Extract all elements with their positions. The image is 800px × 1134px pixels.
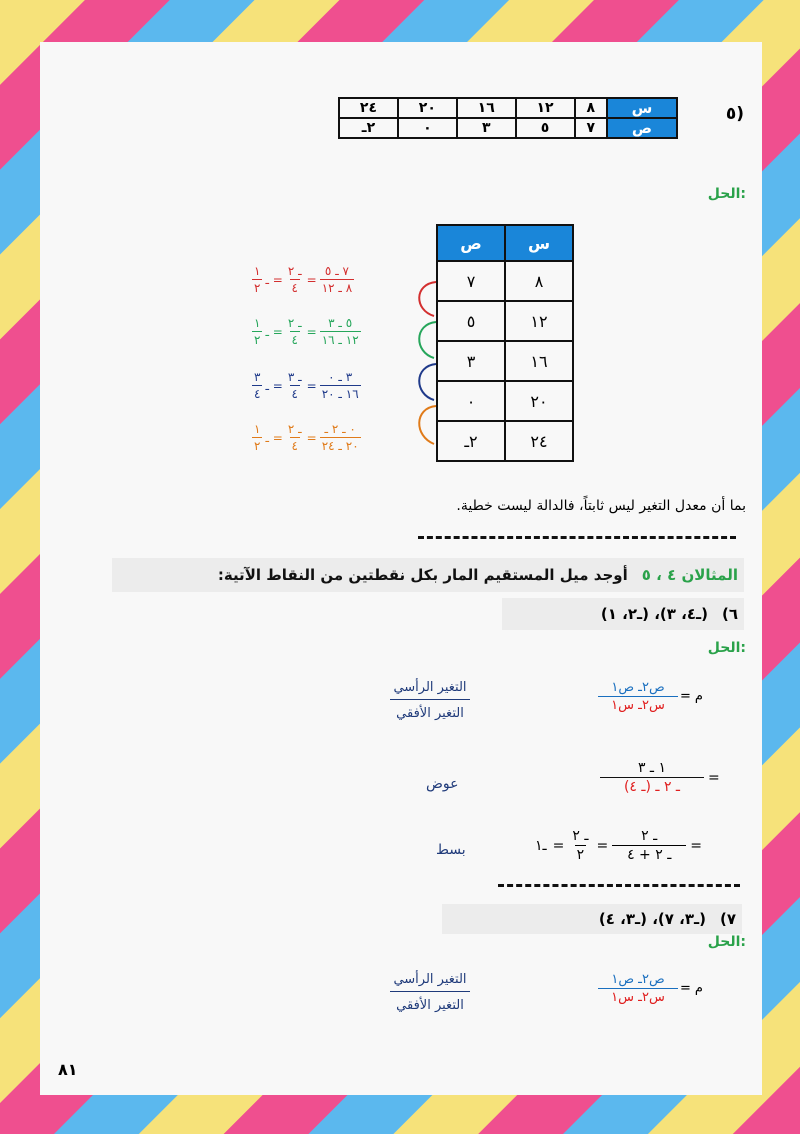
fraction-num: ١	[254, 316, 261, 330]
simplify-label: بسط	[436, 842, 466, 858]
table-cell: ٢ـ	[339, 118, 398, 138]
substitute-numerator: ١ ـ ٣	[637, 760, 667, 776]
slope-symbol: م	[694, 981, 703, 996]
solution-label-6: الحل:	[707, 640, 746, 656]
fraction-num: ٣ ـ ٠	[328, 370, 353, 384]
arrow-orange	[419, 406, 436, 444]
fraction-num: ١	[254, 264, 261, 278]
fraction-num: ـ ٢	[641, 828, 658, 844]
rise-run-labels	[390, 680, 470, 721]
arrow-green	[419, 322, 436, 358]
fraction-num: ١	[254, 422, 261, 436]
problem-7	[442, 904, 742, 934]
fraction-den: ٢	[576, 847, 585, 863]
fraction-num: ٧ ـ ٥	[324, 264, 349, 278]
fraction-den: ٢	[254, 281, 261, 295]
rise-label: التغير الرأسي	[390, 680, 470, 700]
fraction-den: ٤	[254, 387, 261, 401]
table-header-x: س	[505, 225, 573, 261]
table-header-y: ص	[607, 118, 677, 138]
table-row	[437, 301, 573, 341]
fraction-den: ١٦ ـ ٢٠	[321, 387, 359, 401]
page-number: ٨١	[58, 1060, 78, 1079]
slope-numerator: ص٢ـ ص١	[611, 972, 665, 987]
problem-7-number: ٧)	[719, 910, 736, 928]
table-cell: ٢٠	[505, 381, 573, 421]
equals-sign: ـ =	[265, 430, 283, 445]
solution-label-7: الحل:	[707, 934, 746, 950]
fraction-den: ٨ ـ ١٢	[321, 281, 353, 295]
table-cell: ٣	[437, 341, 505, 381]
slope-formula: م = $\frac{\text{ص٢ـ ص١}}{\text{س٢ـ س١}}$	[600, 680, 703, 713]
table-cell: ١٢	[505, 301, 573, 341]
table-cell: ٥	[437, 301, 505, 341]
table-row	[437, 421, 573, 461]
fraction-den: ٤	[291, 333, 298, 347]
substitute-step: $\frac{\text{١ ـ ٣}}{\text{ـ ٢ ـ (ـ ٤)}}$ =	[602, 760, 720, 795]
fraction-den: ٢	[254, 333, 261, 347]
rise-run-labels-7	[390, 972, 470, 1013]
fraction-num: ٠ ـ ٢ ـ	[324, 422, 356, 436]
table-row	[437, 381, 573, 421]
ratio-row-1: $\frac{١}{٢}$ ـ = $\frac{\text{ـ ٢}}{٤}$ = $\frac{\text{٧ ـ ٥}}{\text{٨ ـ ١٢}}$	[254, 264, 353, 295]
equals-sign: ـ =	[265, 378, 283, 393]
table-row	[437, 341, 573, 381]
fraction-den: ١٢ ـ ١٦	[321, 333, 359, 347]
arrow-red	[419, 282, 436, 316]
fraction-den: ٢٠ ـ ٢٤	[321, 439, 359, 453]
simplify-step: ـ١ = $\frac{\text{ـ ٢}}{٢}$ = $\frac{\text{ـ ٢}}{\text{ـ ٢ + ٤}}$ =	[535, 828, 702, 863]
problem-6-points: (ـ٤، ٣)، (ـ٢، ١)	[600, 605, 708, 623]
worksheet-page	[40, 42, 762, 1095]
slope-symbol: م	[694, 689, 703, 704]
fraction-den: ٢	[254, 439, 261, 453]
table-header-x: س	[607, 98, 677, 118]
table-cell: ٠	[398, 118, 457, 138]
fraction-num: ـ ٢	[572, 828, 589, 844]
examples-heading: المثالان ٤ ، ٥	[641, 566, 738, 584]
change-arrows	[410, 274, 440, 464]
substitute-label: عوض	[426, 776, 459, 792]
simplify-result: ـ١	[535, 837, 547, 854]
fraction-den: ٤	[291, 439, 298, 453]
slope-denominator: س٢ـ س١	[598, 988, 678, 1005]
table-cell: ٧	[575, 118, 608, 138]
problem-5-table	[338, 97, 678, 139]
fraction-num: ـ ٢	[287, 422, 302, 436]
table-header-y: ص	[437, 225, 505, 261]
slope-numerator: ص٢ـ ص١	[611, 680, 665, 695]
table-cell: ٧	[437, 261, 505, 301]
equals-sign: ـ =	[265, 324, 283, 339]
table-row	[437, 225, 573, 261]
run-label: التغير الأفقي	[396, 998, 464, 1013]
table-cell: ٢٤	[339, 98, 398, 118]
fraction-den: ٤	[291, 281, 298, 295]
table-cell: ٨	[505, 261, 573, 301]
table-cell: ١٦	[505, 341, 573, 381]
fraction-num: ـ ٢	[287, 264, 302, 278]
table-cell: ٢٠	[398, 98, 457, 118]
fraction-num: ٥ ـ ٣	[328, 316, 353, 330]
solution-label-5: الحل:	[707, 186, 746, 202]
table-row	[339, 118, 677, 138]
slope-denominator: س٢ـ س١	[598, 696, 678, 713]
fraction-den: ٤	[291, 387, 298, 401]
fraction-num: ـ ٢	[287, 316, 302, 330]
table-cell: ٣	[457, 118, 516, 138]
problem-5-number: ٥)	[725, 104, 744, 124]
arrow-blue	[419, 364, 436, 400]
fraction-num: ٣	[254, 370, 261, 384]
problem-7-points: (ـ٣، ٧)، (ـ٣، ٤)	[598, 910, 706, 928]
divider	[418, 536, 736, 539]
table-cell: ٢٤	[505, 421, 573, 461]
examples-heading-bar	[112, 558, 744, 592]
problem-6-number: ٦)	[721, 605, 738, 623]
table-cell: ١٦	[457, 98, 516, 118]
ratio-row-2: $\frac{١}{٢}$ ـ = $\frac{\text{ـ ٢}}{٤}$ = $\frac{\text{٥ ـ ٣}}{\text{١٢ ـ ١٦}}$	[254, 316, 359, 347]
table-row	[437, 261, 573, 301]
table-cell: ٠	[437, 381, 505, 421]
equals-sign: ـ =	[265, 272, 283, 287]
fraction-num: ـ ٣	[287, 370, 302, 384]
table-row	[339, 98, 677, 118]
examples-instruction: أوجد ميل المستقيم المار بكل نقطتين من النقاط الآتية:	[217, 566, 628, 584]
run-label: التغير الأفقي	[396, 706, 464, 721]
ratio-row-4: $\frac{١}{٢}$ ـ = $\frac{\text{ـ ٢}}{٤}$ = $\frac{\text{٠ ـ ٢ ـ}}{\text{٢٠ ـ ٢٤}}$	[254, 422, 359, 453]
fraction-den: ـ ٢ + ٤	[612, 845, 686, 863]
ratio-row-3: $\frac{٣}{٤}$ ـ = $\frac{\text{ـ ٣}}{٤}$ = $\frac{\text{٣ ـ ٠}}{\text{١٦ ـ ٢٠}}$	[254, 370, 359, 401]
substitute-denominator: ـ ٢ ـ (ـ ٤)	[600, 777, 704, 795]
table-cell: ١٢	[516, 98, 575, 118]
rise-label: التغير الرأسي	[390, 972, 470, 992]
slope-formula-7: م = $\frac{\text{ص٢ـ ص١}}{\text{س٢ـ س١}}$	[600, 972, 703, 1005]
conclusion-text: بما أن معدل التغير ليس ثابتاً، فالدالة ليست خطية.	[456, 498, 746, 514]
problem-6	[502, 598, 744, 630]
table-cell: ٥	[516, 118, 575, 138]
table-cell: ٢ـ	[437, 421, 505, 461]
divider	[498, 884, 740, 887]
table-cell: ٨	[575, 98, 608, 118]
solution-table	[436, 224, 574, 462]
